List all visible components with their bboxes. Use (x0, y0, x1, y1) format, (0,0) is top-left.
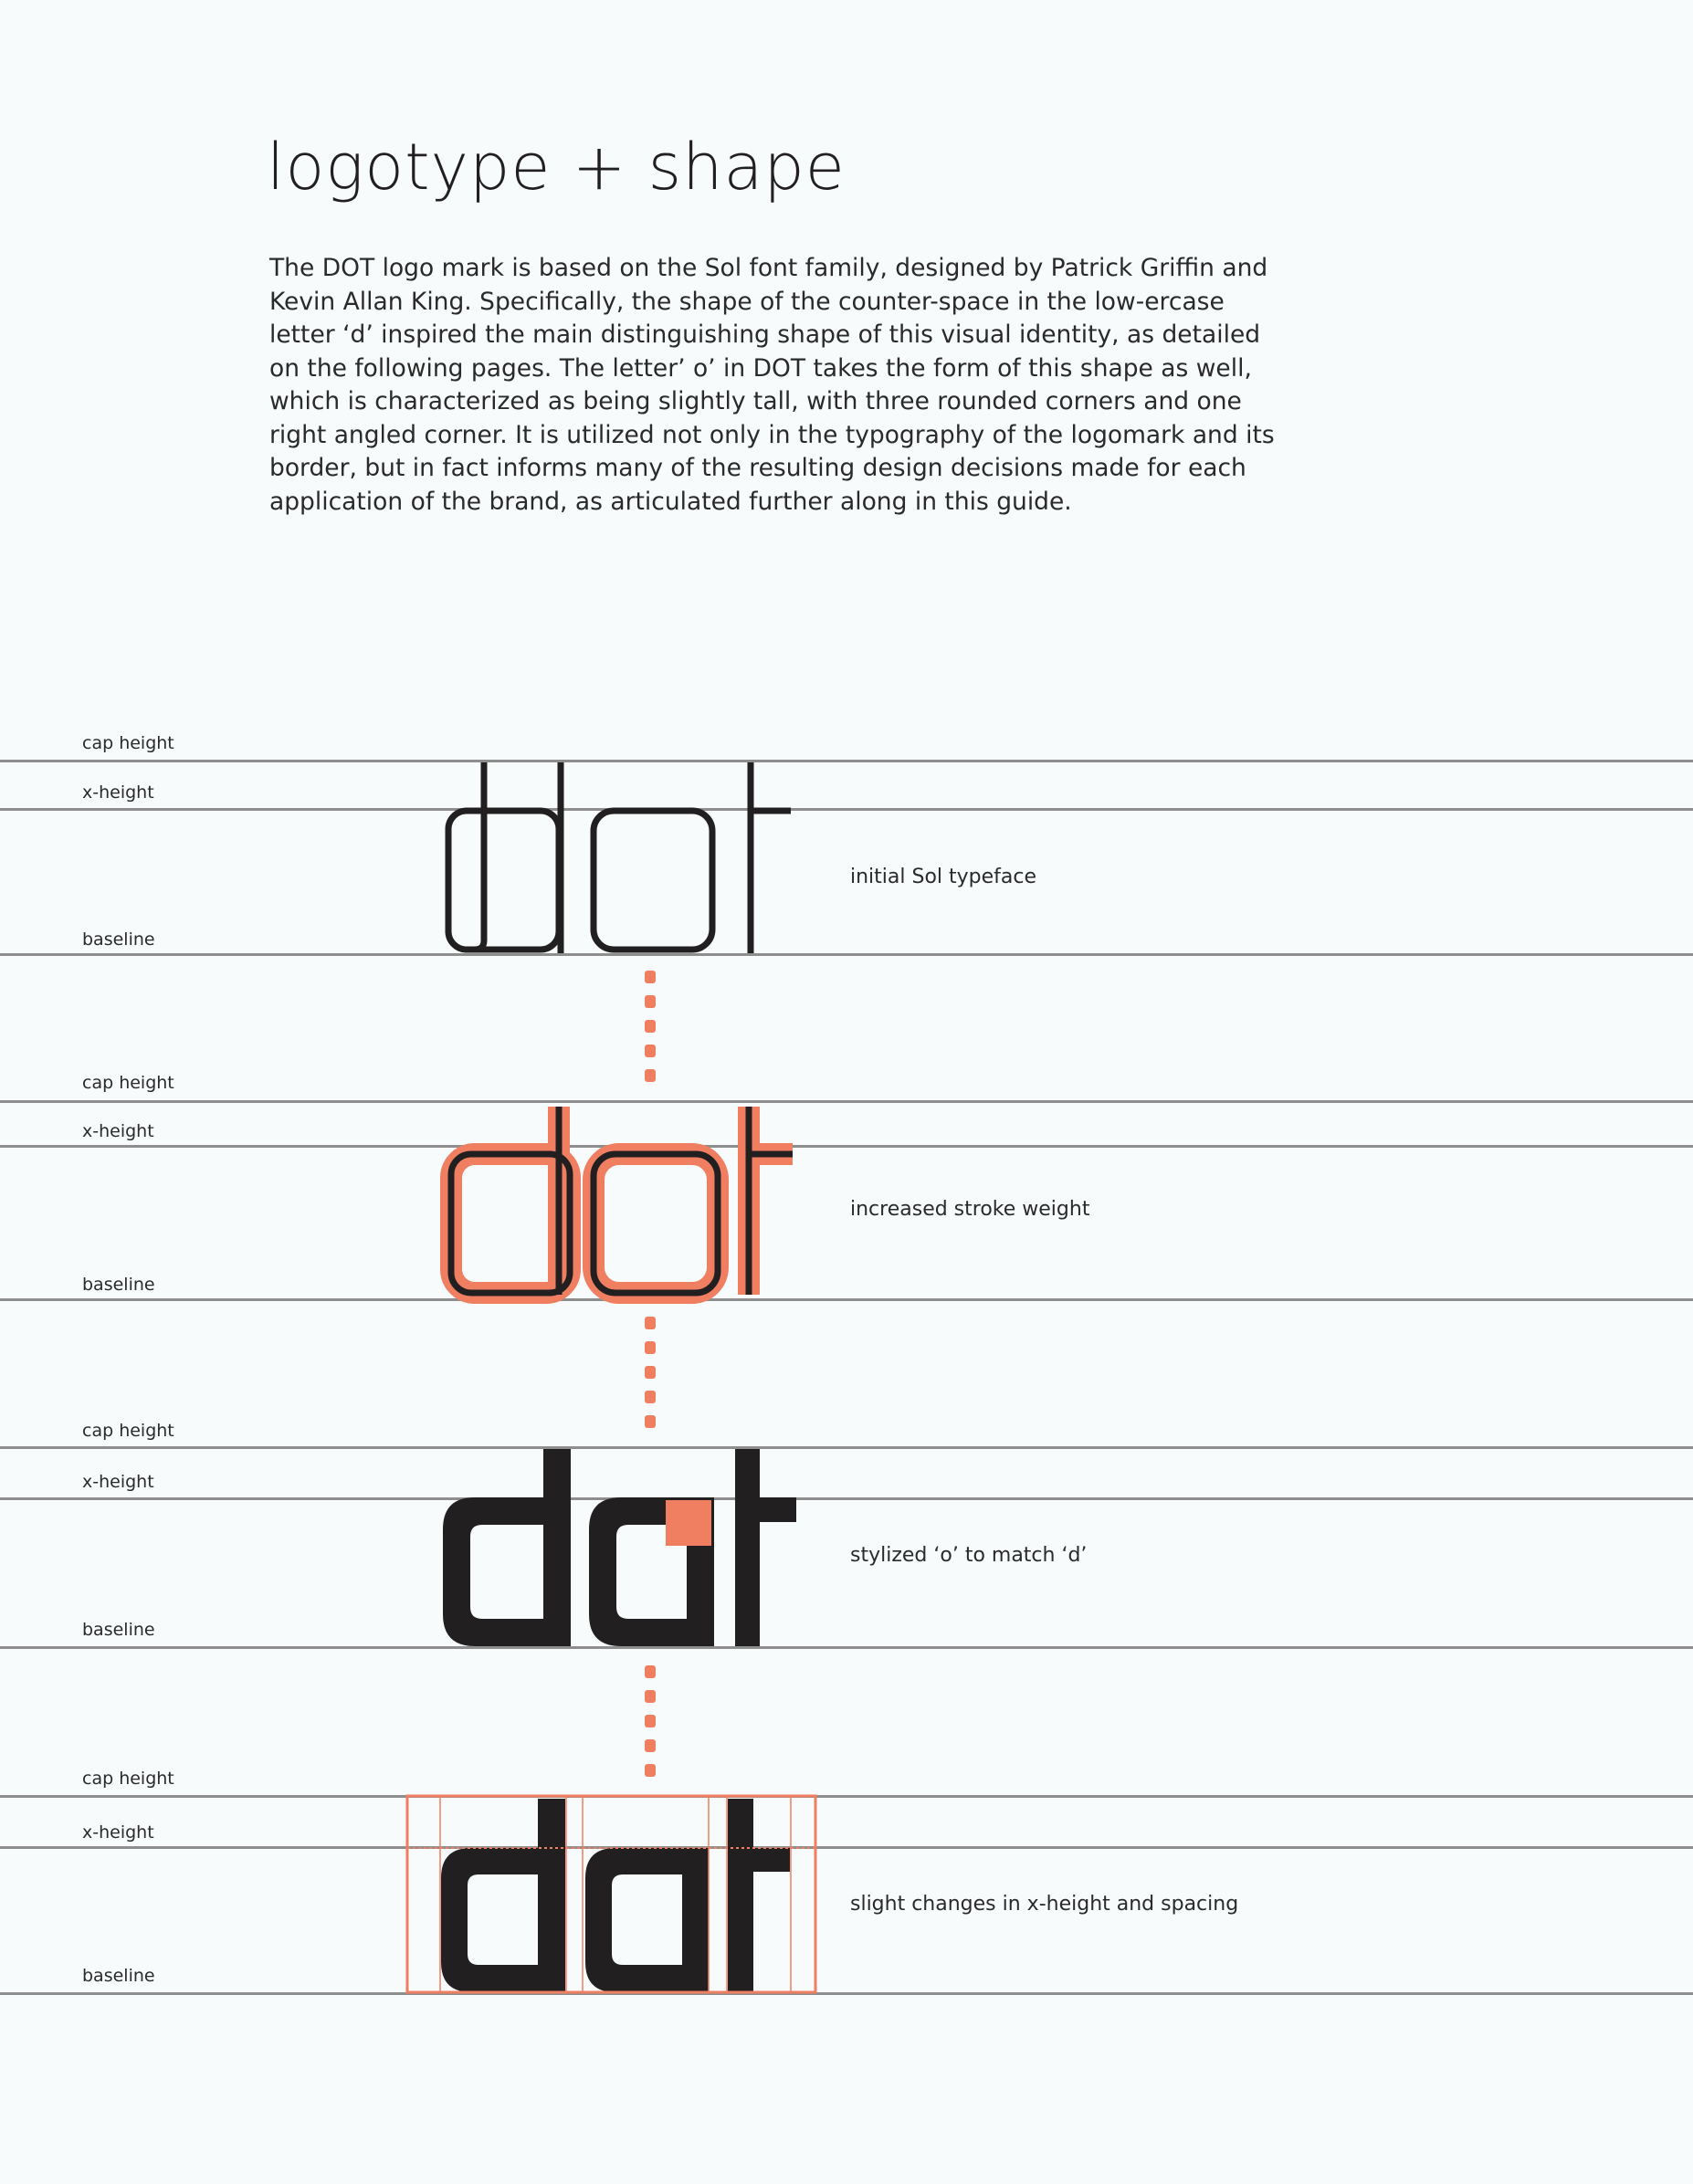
step-4-label: slight changes in x-height and spacing (850, 1893, 1239, 1916)
connector-dots (645, 1665, 656, 1777)
baseline-label: baseline (82, 929, 155, 950)
connector-dots (645, 1317, 656, 1428)
step-1-label: initial Sol typeface (850, 866, 1037, 888)
intro-paragraph: The DOT logo mark is based on the Sol font family, designed by Patrick Griffin and Kevin Allan King. Specifically, the shape of the counter-space in the low-ercase letter ‘d’ inspired the main distinguishing shape of this visual identity, as detailed on the following pages. The letter’ o’ in DOT takes the form of this shape as well, which is characterized as being slightly tall, with three rounded corners and one right angled corner. It is utilized not only in the typography of the logomark and its border, but in fact informs many of the resulting design decisions made for each application of the brand, as articulated further along in this guide. (269, 254, 1275, 516)
baseline-label: baseline (82, 1966, 155, 1986)
letter-o (585, 1848, 709, 1992)
x-height-label: x-height (82, 1121, 154, 1141)
letter-d (441, 1799, 565, 1992)
cap-height-label: cap height (82, 733, 174, 753)
cap-height-label: cap height (82, 1421, 174, 1441)
letter-d (473, 762, 484, 950)
letter-d-bowl (448, 811, 559, 950)
page-title: logotype + shape (267, 130, 846, 205)
wordmark-step-4 (407, 1796, 815, 1992)
step-2-label: increased stroke weight (850, 1198, 1090, 1221)
letter-t-stem (728, 1799, 753, 1992)
wordmark-step-3 (443, 1449, 796, 1646)
o-corner-fill (687, 1525, 711, 1546)
letter-t-stem (735, 1449, 760, 1646)
wordmark-step-1 (448, 762, 791, 953)
letter-t-bar (735, 1497, 796, 1522)
cap-height-label: cap height (82, 1073, 174, 1093)
wordmark-step-2 (451, 1107, 793, 1295)
baseline-label: baseline (82, 1275, 155, 1295)
letter-d (443, 1449, 571, 1646)
letter-o (594, 811, 712, 950)
step-3-label: stylized ‘o’ to match ‘d’ (850, 1544, 1088, 1567)
connector-dots (645, 971, 656, 1082)
cap-height-label: cap height (82, 1769, 174, 1789)
x-height-label: x-height (82, 1822, 154, 1843)
x-height-label: x-height (82, 1472, 154, 1492)
x-height-label: x-height (82, 782, 154, 803)
letter-t-bar (728, 1848, 790, 1872)
baseline-label: baseline (82, 1620, 155, 1640)
